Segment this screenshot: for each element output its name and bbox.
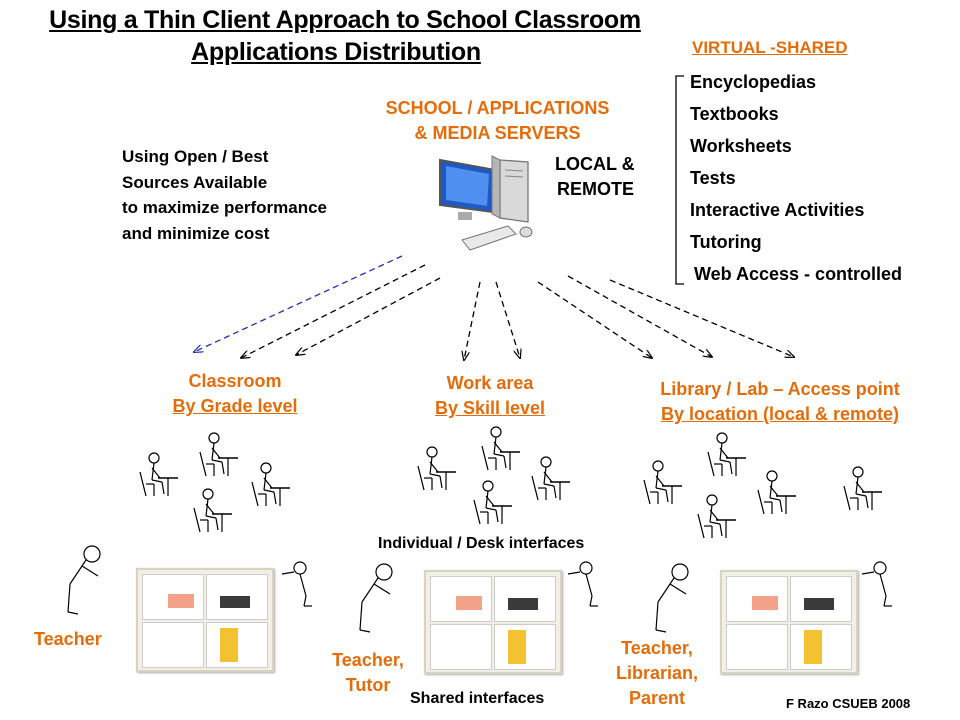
classroom-students (140, 433, 290, 532)
list-item: Tutoring (690, 232, 762, 252)
open-sources-line-4: and minimize cost (122, 223, 270, 243)
role-teacher-tutor-line-1: Teacher, (332, 650, 404, 670)
server-computer-icon (440, 156, 532, 250)
list-item: Encyclopedias (690, 72, 817, 92)
virtual-shared-heading: VIRTUAL -SHARED (692, 38, 848, 57)
role-tlp-line-3: Parent (628, 688, 686, 708)
list-bracket (676, 76, 684, 284)
servers-label-line-2: & MEDIA SERVERS (414, 123, 581, 143)
local-remote-line-1: LOCAL & (555, 154, 635, 174)
role-tlp-line-2: Librarian, (615, 663, 699, 683)
node-library-line-1: Library / Lab – Access point (660, 379, 900, 399)
shared-board-library (720, 570, 858, 674)
node-classroom-line-1: Classroom (188, 371, 282, 391)
arrow-to-work-area-2 (496, 282, 520, 358)
shared-board-classroom (136, 568, 274, 672)
arrow-to-library-3 (610, 280, 794, 357)
role-teacher: Teacher (34, 629, 102, 649)
node-work-area-line-2: By Skill level (434, 398, 546, 418)
list-item: Web Access - controlled (694, 264, 903, 284)
node-work-area-line-1: Work area (446, 373, 534, 393)
shared-interfaces-label: Shared interfaces (410, 690, 545, 707)
arrow-to-library-1 (538, 282, 652, 358)
credit: F Razo CSUEB 2008 (786, 696, 911, 711)
library-students (644, 433, 882, 538)
role-tlp-line-1: Teacher, (621, 638, 693, 658)
local-remote-line-2: REMOTE (557, 179, 635, 199)
distribution-arrows (194, 256, 794, 360)
work-area-students (418, 427, 570, 524)
title-line-1: Using a Thin Client Approach to School Classroom (49, 6, 641, 34)
open-sources-line-1: Using Open / Best (122, 147, 269, 166)
title-line-2: Applications Distribution (191, 38, 481, 66)
node-library-line-2: By location (local & remote) (660, 404, 900, 424)
arrow-to-classroom-1 (241, 265, 425, 358)
individual-interfaces-label: Individual / Desk interfaces (378, 535, 585, 552)
role-teacher-tutor-line-2: Tutor (345, 675, 391, 695)
arrow-to-classroom-2 (296, 278, 440, 355)
arrow-to-work-area-1 (464, 282, 480, 360)
arrow-to-classroom-blue (194, 256, 402, 352)
list-item: Textbooks (690, 104, 779, 124)
open-sources-line-3: to maximize performance (122, 198, 328, 217)
node-classroom-line-2: By Grade level (172, 396, 298, 416)
list-item: Worksheets (690, 136, 792, 156)
open-sources-line-2: Sources Available (122, 172, 268, 192)
servers-label-line-1: SCHOOL / APPLICATIONS (385, 98, 610, 118)
list-item: Tests (690, 168, 736, 188)
list-item: Interactive Activities (690, 200, 865, 220)
shared-board-work-area (424, 570, 562, 674)
